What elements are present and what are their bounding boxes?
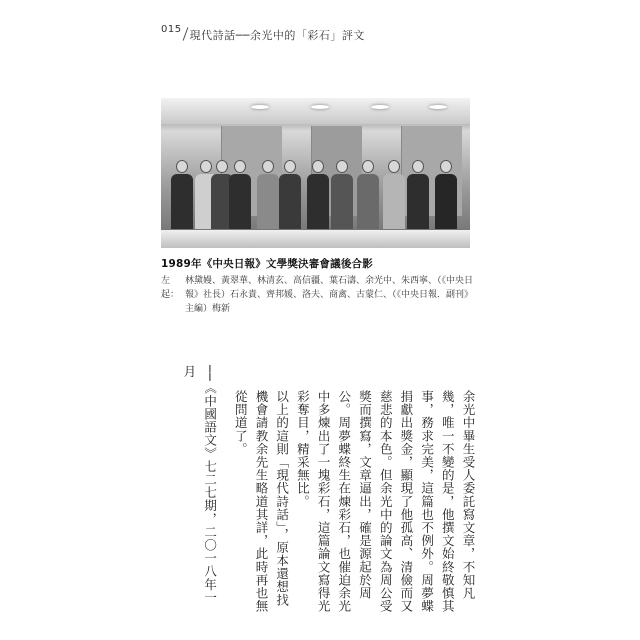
names-list: 林黛嫚、黃翠華、林清玄、高信疆、葉石濤、余光中、朱西寧、（《中央日報》社長）石永貴、齊邦媛、洛夫、商禽、古蒙仁、（《中央日報．副刊》主編）梅新 [185, 276, 474, 314]
running-header [161, 24, 365, 43]
photo-ceiling [161, 98, 470, 124]
photo-names [161, 274, 473, 316]
page-number: 015 [161, 24, 182, 35]
body-text [181, 365, 478, 615]
source-citation: ──《中國語文》七二七期，二〇一八年一月 [181, 365, 218, 604]
running-title: 現代詩話──余光中的「彩石」評文 [189, 29, 365, 42]
names-label: 左起： [161, 276, 180, 300]
photo-caption: 1989年《中央日報》文學獎決審會議後合影 [161, 258, 373, 270]
group-photo [161, 98, 470, 248]
conference-table [161, 229, 470, 248]
paragraph-2: 以上的這則「現代詩話」，原本還想找機會請教余先生略道其詳，此時再也無從問道了。 [233, 390, 290, 613]
header-divider [182, 27, 188, 40]
paragraph-1: 余光中畢生受人委託寫文章，不知凡幾，唯一不變的是，他撰文始終敬慎其事，務求完美，這篇也不例外。周夢蝶捐獻出獎金，顯現了他孤高、清儉而又慈悲的本色。但余光中的論文為周公受獎而撰寫，文章逼出，確是源起於周公。周夢蝶終生在煉彩石，也催迫余光中多煉出了一塊彩石，這篇論文寫得光彩奪目，精采無比。 [295, 390, 476, 613]
